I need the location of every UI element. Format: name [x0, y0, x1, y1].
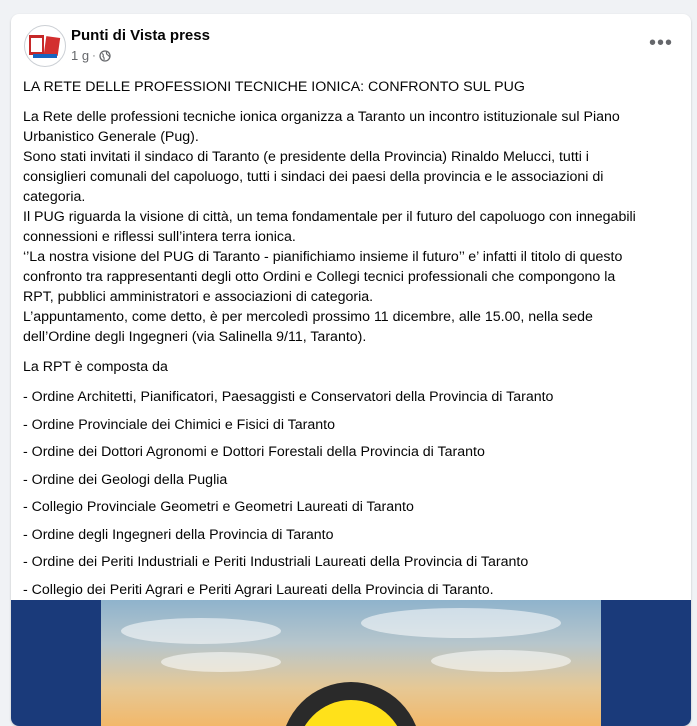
paragraph-line: L’appuntamento, come detto, è per mercoledì prossimo 11 dicembre, alle 15.00, nella sede	[23, 309, 593, 325]
paragraph-line: categoria.	[23, 189, 86, 205]
paragraph-line: dell’Ordine degli Ingegneri (via Salinella 9/11, Taranto).	[23, 329, 367, 345]
paragraph-line: consiglieri comunali del capoluogo, tutti i sindaci dei paesi della provincia e le associazioni di	[23, 169, 604, 185]
page-logo-avatar[interactable]	[24, 25, 66, 67]
list-item: - Ordine dei Geologi della Puglia	[23, 471, 228, 488]
list-item: - Ordine degli Ingegneri della Provincia di Taranto	[23, 526, 334, 543]
post-headline: LA RETE DELLE PROFESSIONI TECNICHE IONICA: CONFRONTO SUL PUG	[23, 79, 525, 95]
post-image-frame[interactable]	[11, 600, 691, 726]
cloud-shape	[431, 650, 571, 672]
list-item: - Collegio dei Periti Agrari e Periti Agrari Laureati della Provincia di Taranto.	[23, 581, 494, 598]
rpt-intro: La RPT è composta da	[23, 359, 168, 375]
avatar-logo-graphic	[25, 26, 65, 66]
list-item: - Ordine Provinciale dei Chimici e Fisici di Taranto	[23, 416, 335, 433]
list-item: - Ordine Architetti, Pianificatori, Paesaggisti e Conservatori della Provincia di Taranto	[23, 389, 554, 405]
cloud-shape	[361, 608, 561, 638]
paragraph-line: Sono stati invitati il sindaco di Taranto (e presidente della Provincia) Rinaldo Melucci, tutti i	[23, 149, 589, 165]
paragraph-line: connessioni e riflessi sull’intera terra ionica.	[23, 229, 296, 245]
post-author[interactable]: Punti di Vista press	[71, 27, 210, 44]
list-item: - Ordine dei Dottori Agronomi e Dottori Forestali della Provincia di Taranto	[23, 444, 485, 460]
list-item: - Ordine dei Periti Industriali e Periti Industriali Laureati della Provincia di Taranto	[23, 554, 529, 570]
post-paragraph	[23, 107, 683, 347]
meta-separator: ·	[92, 49, 96, 62]
paragraph-line: ‘’La nostra visione del PUG di Taranto - pianifichiamo insieme il futuro’’ e’ infatti il titolo di questo	[23, 249, 623, 265]
post-header	[11, 14, 691, 74]
cloud-shape	[161, 652, 281, 672]
post-time[interactable]: 1 g	[71, 48, 90, 63]
post-card	[11, 14, 691, 726]
paragraph-line: La Rete delle professioni tecniche ionica organizza a Taranto un incontro istituzionale sul Piano	[23, 109, 620, 125]
paragraph-line: confronto tra rappresentanti degli otto Ordini e Collegi tecnici professionali che compongono la	[23, 269, 616, 285]
paragraph-line: Il PUG riguarda la visione di città, un tema fondamentale per il futuro del capoluogo con innegabili	[23, 209, 636, 225]
cloud-shape	[121, 618, 281, 644]
post-image[interactable]	[101, 600, 601, 726]
rpt-member-list	[23, 387, 683, 600]
post-body	[23, 77, 683, 607]
list-item: - Collegio Provinciale Geometri e Geometri Laureati di Taranto	[23, 499, 414, 515]
post-meta	[71, 48, 111, 63]
paragraph-line: Urbanistico Generale (Pug).	[23, 129, 199, 145]
paragraph-line: RPT, pubblici amministratori e associazioni di categoria.	[23, 289, 374, 305]
globe-icon[interactable]	[99, 50, 111, 62]
more-options-icon[interactable]: •••	[648, 32, 673, 54]
